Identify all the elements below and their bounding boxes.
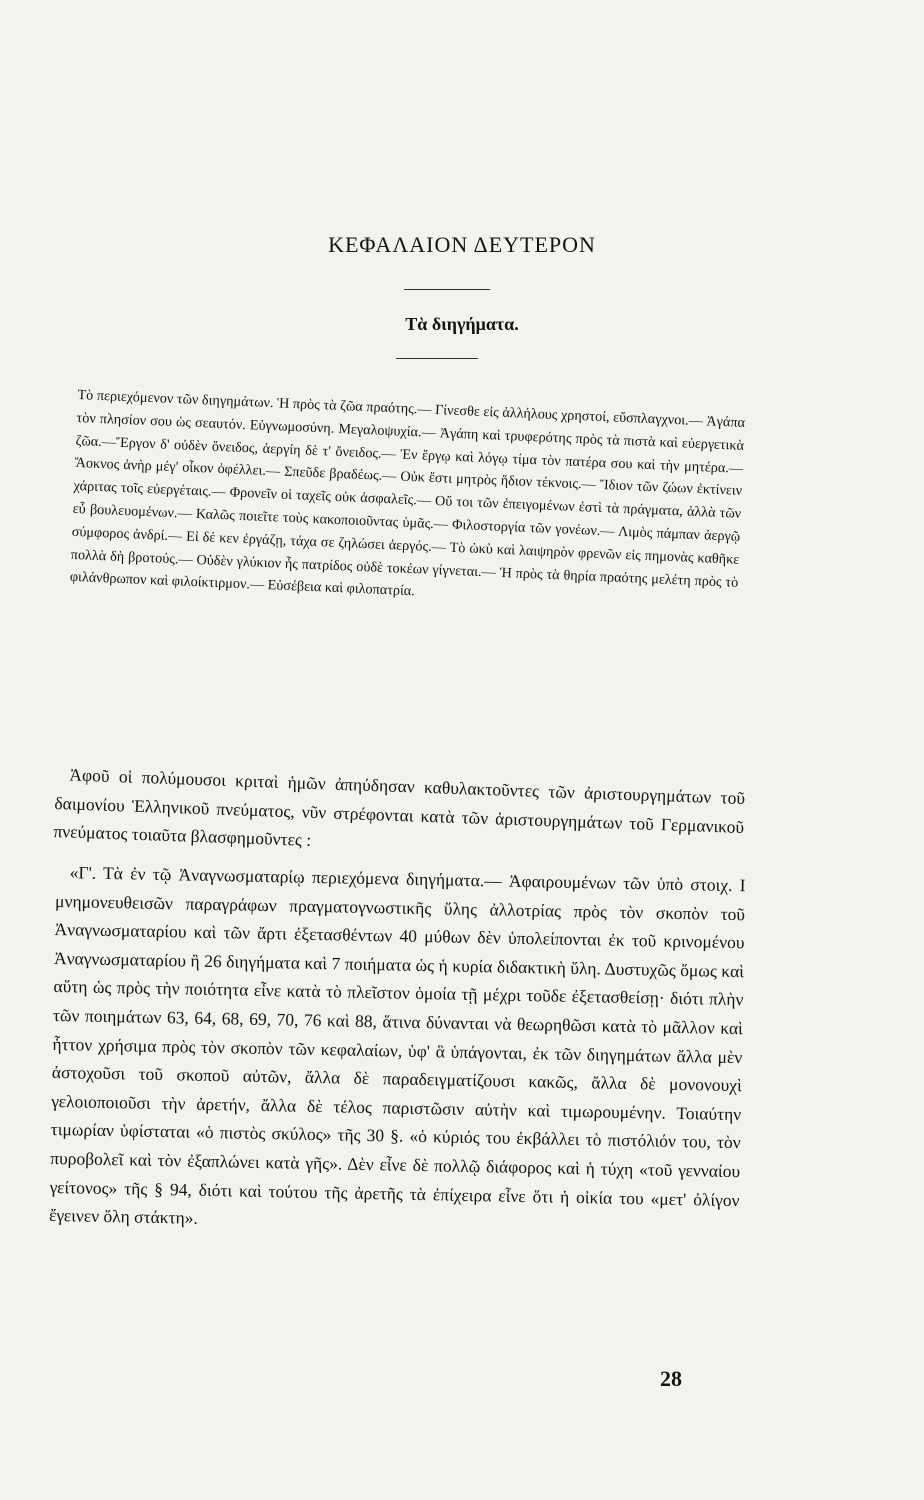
paragraph: «Γ'. Τὰ ἐν τῷ Ἀναγνωσματαρίῳ περιεχόμενα διηγήματα.— Ἀφαιρουμένων τῶν ὑπὸ στοιχ. I μνημονευθεισῶν παραγράφων πραγματογνωστικῆς ὕλης ἀλλοτρίας πρὸς τὸν σκοπὸν τοῦ Ἀναγνωσματαρίου καὶ τῶν ἄρτι ἐξετασθέντων 40 μύθων δὲν ὑπολείπονται ἐκ τοῦ κρινομένου Ἀναγνωσματαρίου ἢ 26 διηγήματα καὶ 7 ποιήματα ὡς ἡ κυρία διδακτικὴ ὕλη. Δυστυχῶς ὅμως καὶ αὕτη ὡς πρὸς τὴν ποιότητα εἶνε κατὰ τὸ πλεῖστον ὁμοία τῇ μέχρι τοῦδε ἐξετασθείσῃ· διότι πλὴν τῶν ποιημάτων 63, 64, 68, 69, 70, 76 καὶ 88, ἅτινα δύνανται νὰ θεωρηθῶσι κατὰ τὸ μᾶλλον καὶ ἧττον χρήσιμα πρὸς τὸν σκοπὸν τῶν κεφαλαίων, ὑφ' ἃ ὑπάγονται, ἐκ τῶν διηγημάτων ἄλλα μὲν ἀστοχοῦσι τοῦ σκοποῦ αὐτῶν, ἄλλα δὲ παραδειγματίζουσι κακῶς, ἄλλα δὲ μονονουχὶ γελοιοποιοῦσι τὴν ἀρετήν, ἄλλα δὲ τέλος παριστῶσιν αὐτὴν καὶ τιμωρουμένην. Τοιαύτην τιμωρίαν ὑφίσταται «ὁ πιστὸς σκύλος» τῆς 30 §. «ὁ κύριός του ἐκβάλλει τὸ πιστόλιόν του, τὸν πυροβολεῖ καὶ τὸν ἐξαπλώνει κατὰ γῆς». Δὲν εἶνε δὲ πολλῷ διάφορος καὶ ἡ τύχη «τοῦ γενναίου γείτονος» τῆς § 94, διότι καὶ τούτου τῆς ἀρετῆς τὰ ἐπίχειρα εἶνε ὅτι ἡ οἰκία του «μετ' ὀλίγον ἔγεινεν ὅλη στάκτη». [48,862,746,1228]
subtitle-divider [396,358,478,359]
paragraph: Ἀφοῦ οἱ πολύμουσοι κριταὶ ἡμῶν ἀπηύδησαν καθυλακτοῦντες τῶν ἀριστουργημάτων τοῦ δαιμονίου Ἑλληνικοῦ πνεύματος, νῦν στρέφονται κατὰ τῶν ἀριστουργημάτων τοῦ Γερμανικοῦ πνεύματος τοιαῦτα βλασφημοῦντες : [53,764,746,851]
chapter-subtitle: Τὰ διηγήματα. [405,314,519,334]
chapter-summary: Τὸ περιεχόμενον τῶν διηγημάτων. Ἡ πρὸς τὰ ζῶα πραότης.— Γίνεσθε εἰς ἀλλήλους χρηστοί, εὔσπλαγχνοι.— Ἀγάπα τὸν πλησίον σου ὡς σεαυτόν. Εὐγνωμοσύνη. Μεγαλοψυχία.— Ἀγάπη καὶ τρυφερότης πρὸς τὰ πιστὰ καὶ εὐεργετικὰ ζῶα.—Ἔργον δ' οὐδὲν ὄνειδος, ἀεργίη δὲ τ' ὄνειδος.— Ἐν ἔργῳ καὶ λόγῳ τίμα τὸν πατέρα σου καὶ τὴν μητέρα.— Ἄοκνος ἀνὴρ μέγ' οἶκον ὀφέλλει.— Σπεῦδε βραδέως.— Οὐκ ἔστι μητρὸς ἥδιον τέκνοις.— Ἴδιον τῶν ζώων ἐκτίνειν χάριτας τοῖς εὐεργέταις.— Φρονεῖν οἱ ταχεῖς οὐκ ἀσφαλεῖς.— Οὔ τοι τῶν ἐπειγομένων ἐστὶ τὰ πράγματα, ἀλλὰ τῶν εὖ βουλευομένων.— Καλῶς ποιεῖτε τοὺς κακοποιοῦντας ὑμᾶς.— Φιλοστοργία τῶν γονέων.— Λιμὸς πάμπαν ἀεργῷ σύμφορος ἀνδρί.— Εἰ δέ κεν ἐργάζῃ, τάχα σε ζηλώσει ἀεργός.— Τὸ ὠκὺ καὶ λαιψηρὸν φρενῶν εἰς πημονὰς καθῆκε πολλὰ δὴ βροτούς.— Οὐδὲν γλύκιον ἧς πατρίδος οὐδὲ τοκέων γίγνεται.— Ἡ πρὸς τὰ θηρία πραότης μελέτη πρὸς τὸ φιλάνθρωπον καὶ φιλοίκτιρμον.— Εὐσέβεια καὶ φιλοπατρία. [69,386,746,600]
chapter-title: ΚΕΦΑΛΑΙΟΝ ΔΕΥΤΕΡΟΝ [328,232,596,257]
body-text [48,760,746,1230]
page-number: 28 [660,1366,682,1391]
title-divider [404,289,490,290]
